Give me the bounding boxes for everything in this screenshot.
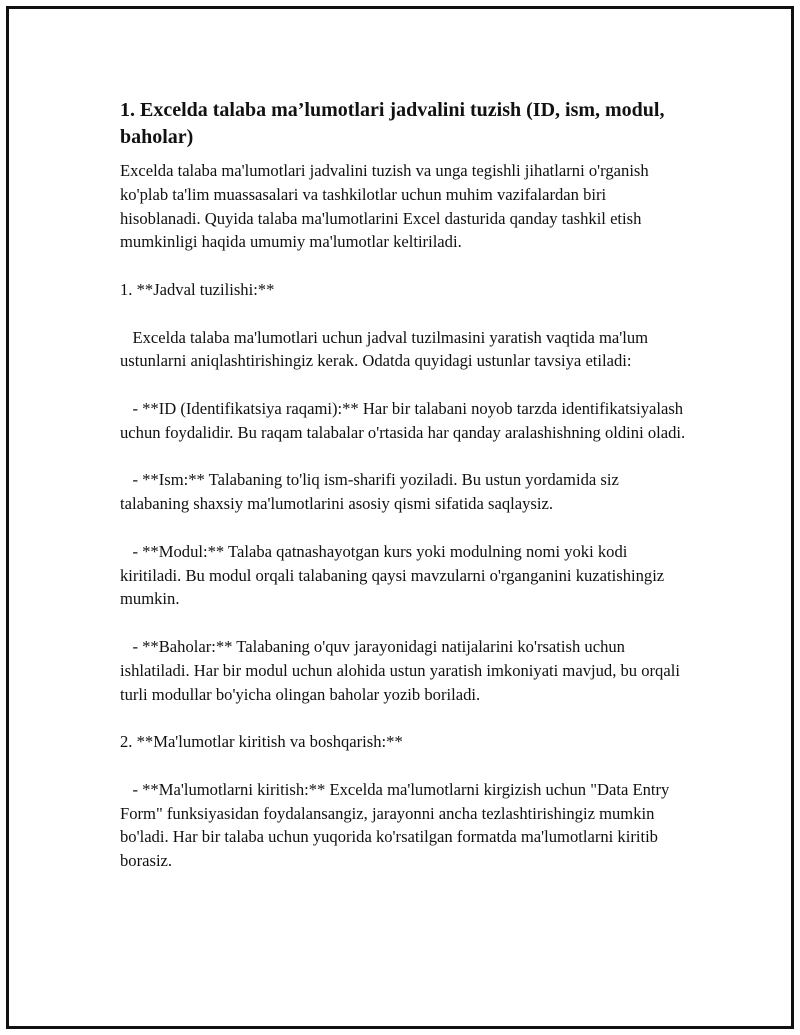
paragraph-gap	[120, 706, 690, 730]
page-frame	[6, 6, 794, 1029]
section-heading-jadval-tuzilishi: 1. **Jadval tuzilishi:**	[120, 279, 275, 299]
paragraph-gap	[120, 611, 690, 635]
paragraph-gap	[120, 254, 690, 278]
document-title: 1. Excelda talaba ma’lumotlari jadvalini tuzish (ID, ism, modul, baholar)	[120, 99, 665, 148]
document-body	[120, 97, 690, 873]
paragraph-gap	[120, 302, 690, 326]
intro-paragraph: Excelda talaba ma'lumotlari jadvalini tuzish va unga tegishli jihatlarni o'rganish ko'plab ta'lim muassasalari va tashkilotlar uchun muhim vazifalardan biri hisoblanadi. Quyida talaba ma'lumotlarini Excel dasturida qanday tashkil etish mumkinligi haqida umumiy ma'lumotlar keltiriladi.	[120, 161, 653, 252]
paragraph-gap	[120, 373, 690, 397]
list-item-baholar: - **Baholar:** Talabaning o'quv jarayonidagi natijalarini ko'rsatish uchun ishlatiladi. Har bir modul uchun alohida ustun yaratish imkoniyati mavjud, bu orqali turli modullar bo'yicha olingan baholar yozib boriladi.	[120, 636, 685, 704]
paragraph-gap	[120, 754, 690, 778]
list-item-id: - **ID (Identifikatsiya raqami):** Har bir talabani noyob tarzda identifikatsiyalash uchun foydalidir. Bu raqam talabalar o'rtasida har qanday aralashishning oldini oladi.	[120, 398, 688, 442]
paragraph-gap	[120, 516, 690, 540]
list-item-modul: - **Modul:** Talaba qatnashayotgan kurs yoki modulning nomi yoki kodi kiritiladi. Bu modul orqali talabaning qaysi mavzularni o'rganganini kuzatishingiz mumkin.	[120, 541, 669, 609]
list-item-ism: - **Ism:** Talabaning to'liq ism-sharifi yoziladi. Bu ustun yordamida siz talabaning shaxsiy ma'lumotlarini asosiy qismi sifatida saqlaysiz.	[120, 470, 623, 514]
section-heading-malumotlar-kiritish: 2. **Ma'lumotlar kiritish va boshqarish:**	[120, 732, 403, 752]
structure-paragraph: Excelda talaba ma'lumotlari uchun jadval tuzilmasini yaratish vaqtida ma'lum ustunlarni aniqlashtirishingiz kerak. Odatda quyidagi ustunlar tavsiya etiladi:	[120, 327, 653, 371]
paragraph-gap	[120, 445, 690, 469]
list-item-malumotlarni-kiritish: - **Ma'lumotlarni kiritish:** Excelda ma'lumotlarni kirgizish uchun "Data Entry Form" funksiyasidan foydalansangiz, jarayonni ancha tezlashtirishingiz mumkin bo'ladi. Har bir talaba uchun yuqorida ko'rsatilgan formatda ma'lumotlarni kiritib borasiz.	[120, 779, 674, 871]
